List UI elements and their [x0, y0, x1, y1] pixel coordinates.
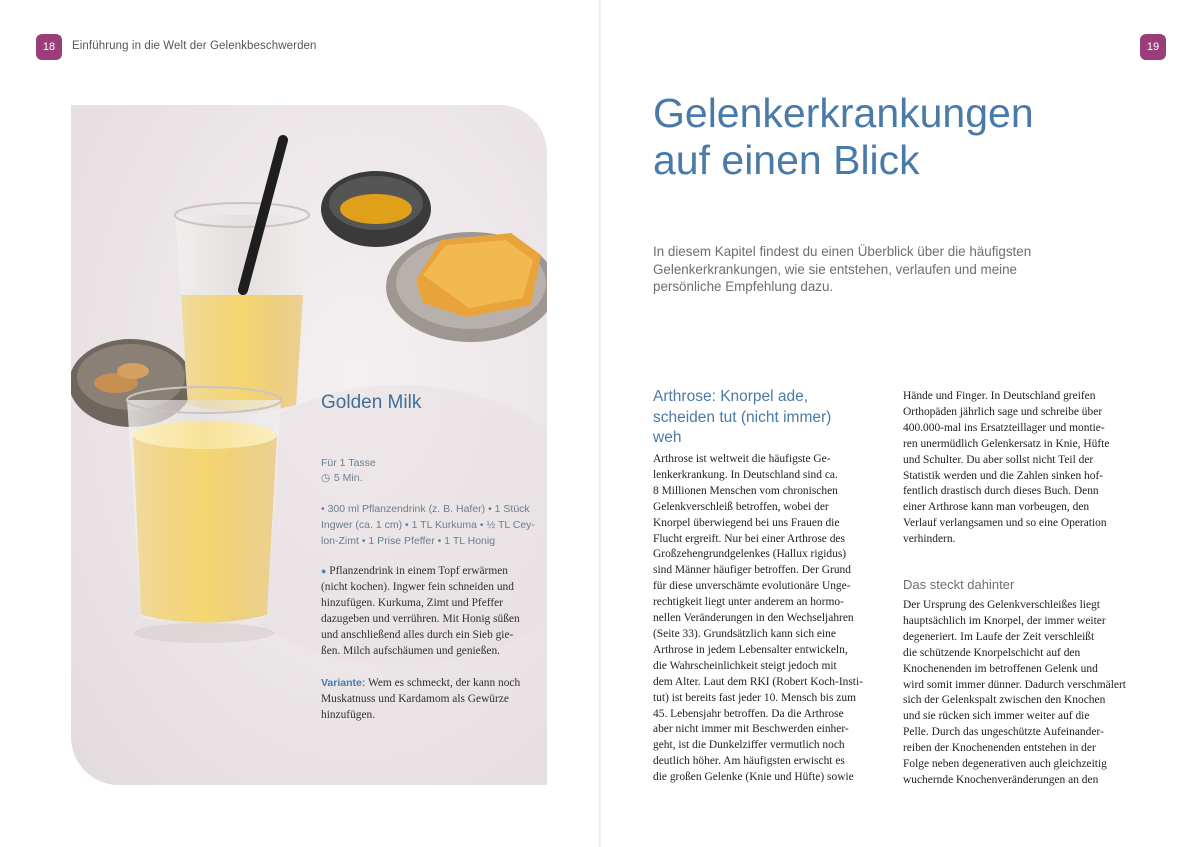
text-line: aber nicht immer mit Beschwerden einher- [653, 723, 849, 736]
text-line: die schützende Knorpelschicht auf den [903, 646, 1081, 659]
text-line: und sie rücken sich immer weiter auf die [903, 710, 1090, 723]
text-line: wuchernde Knochenveränderungen an den [903, 773, 1099, 786]
intro-line: Gelenkerkrankungen, wie sie entstehen, verlaufen und meine [653, 261, 1018, 277]
intro-line: In diesem Kapitel findest du einen Überblick über die häufigsten [653, 244, 1032, 259]
text-line: geht, ist die Dunkelziffer vermutlich noch [653, 739, 845, 752]
heading-line: weh [653, 429, 682, 446]
text-line: Orthopäden jährlich sage und schreibe über [903, 405, 1103, 418]
ingredient-line: • 300 ml Pflanzendrink (z. B. Hafer) • 1 Stück [321, 503, 530, 515]
chapter-intro [653, 243, 1093, 296]
recipe-serving: Für 1 Tasse [321, 457, 376, 469]
recipe-photo [71, 105, 547, 785]
section-heading [653, 387, 873, 449]
clock-icon: ◷ [321, 472, 331, 484]
running-head: Einführung in die Welt der Gelenkbeschwerden [72, 40, 317, 52]
text-line: Statistik werden und die Zahlen sinken hof- [903, 469, 1104, 482]
text-line: Gelenkverschleiß betroffen, wobei der [653, 500, 829, 513]
text-line: 400.000-mal ins Ersatzteillager und montie- [903, 421, 1105, 434]
step-line [321, 563, 547, 579]
recipe-steps [321, 563, 547, 659]
text-line: Hände und Finger. In Deutschland greifen [903, 390, 1096, 402]
text-line: rechtigkeit liegt unter anderem an hormo- [653, 596, 844, 609]
text-line: (Seite 33). Grundsätzlich kann sich eine [653, 627, 836, 640]
text-line: Knochenenden im betroffenen Gelenk und [903, 662, 1098, 675]
ingredient-line: lon-Zimt • 1 Prise Pfeffer • 1 TL Honig [321, 535, 496, 547]
variant-text: Wem es schmeckt, der kann noch [365, 677, 521, 689]
text-line: Der Ursprung des Gelenkverschleißes liegt [903, 599, 1100, 611]
variant-label: Variante: [321, 677, 366, 689]
body-column-2b [903, 598, 1135, 789]
variant-line: hinzufügen. [321, 709, 376, 721]
heading-line: Arthrose: Knorpel ade, [653, 388, 809, 405]
text-line: die großen Gelenke (Knie und Hüfte) sowie [653, 771, 854, 784]
ingredient-line: Ingwer (ca. 1 cm) • 1 TL Kurkuma • ½ TL Cey- [321, 519, 535, 531]
book-spine [599, 0, 601, 847]
text-line: nellen Veränderungen in den Wechseljahren [653, 612, 854, 625]
text-line: Knorpel überwiegend bei uns Frauen die [653, 516, 840, 529]
recipe-variant [321, 675, 547, 723]
text-line: Großzehengrundgelenkes (Hallux rigidus) [653, 548, 847, 561]
text-line: fentlich drastisch durch dieses Buch. Denn [903, 485, 1099, 498]
text-line: verhindern. [903, 533, 956, 546]
text-line: für diese unverschämte evolutionäre Unge- [653, 580, 851, 593]
recipe-time-row [321, 471, 376, 486]
text-line: Arthrose in jedem Lebensalter entwickeln, [653, 643, 848, 656]
text-line: Folge neben degenerativen auch gleichzeitig [903, 758, 1107, 771]
text-line: Pelle. Durch das ungeschützte Aufeinander- [903, 726, 1104, 739]
bullet-icon: ● [321, 566, 327, 576]
recipe-meta [321, 456, 376, 486]
text-line: deutlich höher. Am häufigsten erwischt es [653, 755, 845, 768]
variant-line: Muskatnuss und Kardamom als Gewürze [321, 693, 509, 705]
text-line: degeneriert. Im Laufe der Zeit verschleißt [903, 630, 1095, 643]
intro-line: persönliche Empfehlung dazu. [653, 279, 834, 294]
text-line: 8 Millionen Menschen vom chronischen [653, 484, 838, 497]
step-line: und anschließend alles durch ein Sieb gie- [321, 629, 514, 641]
chapter-title [653, 90, 1034, 184]
text-line: einer Arthrose kann man vorbeugen, den [903, 501, 1090, 514]
recipe-ingredients [321, 501, 547, 549]
text-line: dem Alter. Laut dem RKI (Robert Koch-Insti- [653, 675, 863, 688]
text-line: reiben der Knochenenden entstehen in der [903, 742, 1096, 755]
variant-line [321, 675, 547, 691]
text-line: ren unermüdlich Gelenkersatz in Knie, Hüfte [903, 437, 1110, 450]
chapter-title-line: auf einen Blick [653, 137, 920, 183]
page-number-right: 19 [1140, 34, 1166, 60]
text-line: hauptsächlich im Knorpel, der immer weiter [903, 614, 1106, 627]
text-line: die Wahrscheinlichkeit steigt jedoch mit [653, 659, 837, 672]
text-line: sich der Gelenkspalt zwischen den Knochen [903, 694, 1106, 707]
heading-line: scheiden tut (nicht immer) [653, 408, 832, 426]
step-text: Pflanzendrink in einem Topf erwärmen [329, 565, 508, 577]
text-line: 45. Lebensjahr betroffen. Da die Arthrose [653, 707, 844, 720]
text-line: wird somit immer dünner. Dadurch verschmälert [903, 678, 1126, 691]
text-line: lenkerkrankung. In Deutschland sind ca. [653, 468, 838, 481]
subheading: Das steckt dahinter [903, 577, 1015, 592]
text-line: tut) ist bereits fast jeder 10. Mensch bis zum [653, 691, 856, 704]
chapter-title-line: Gelenkerkrankungen [653, 90, 1034, 136]
text-line: Flucht ergreift. Nur bei einer Arthrose des [653, 532, 845, 545]
step-line: ßen. Milch aufschäumen und genießen. [321, 645, 501, 657]
text-line: Arthrose ist weltweit die häufigste Ge- [653, 453, 831, 465]
step-line: hinzufügen. Kurkuma, Zimt und Pfeffer [321, 597, 503, 609]
text-line: und Schulter. Du aber sollst nicht Teil der [903, 453, 1094, 466]
step-line: (nicht kochen). Ingwer fein schneiden und [321, 581, 514, 593]
recipe-time: 5 Min. [333, 472, 363, 484]
body-column-1 [653, 452, 883, 786]
text-line: Verlauf verlangsamen und so eine Operation [903, 517, 1107, 530]
recipe-title: Golden Milk [321, 392, 422, 413]
step-line: dazugeben und verrühren. Mit Honig süßen [321, 613, 520, 625]
body-column-2 [903, 389, 1135, 548]
page-number-left: 18 [36, 34, 62, 60]
text-line: sind Männer häufiger betroffen. Der Grund [653, 564, 851, 577]
